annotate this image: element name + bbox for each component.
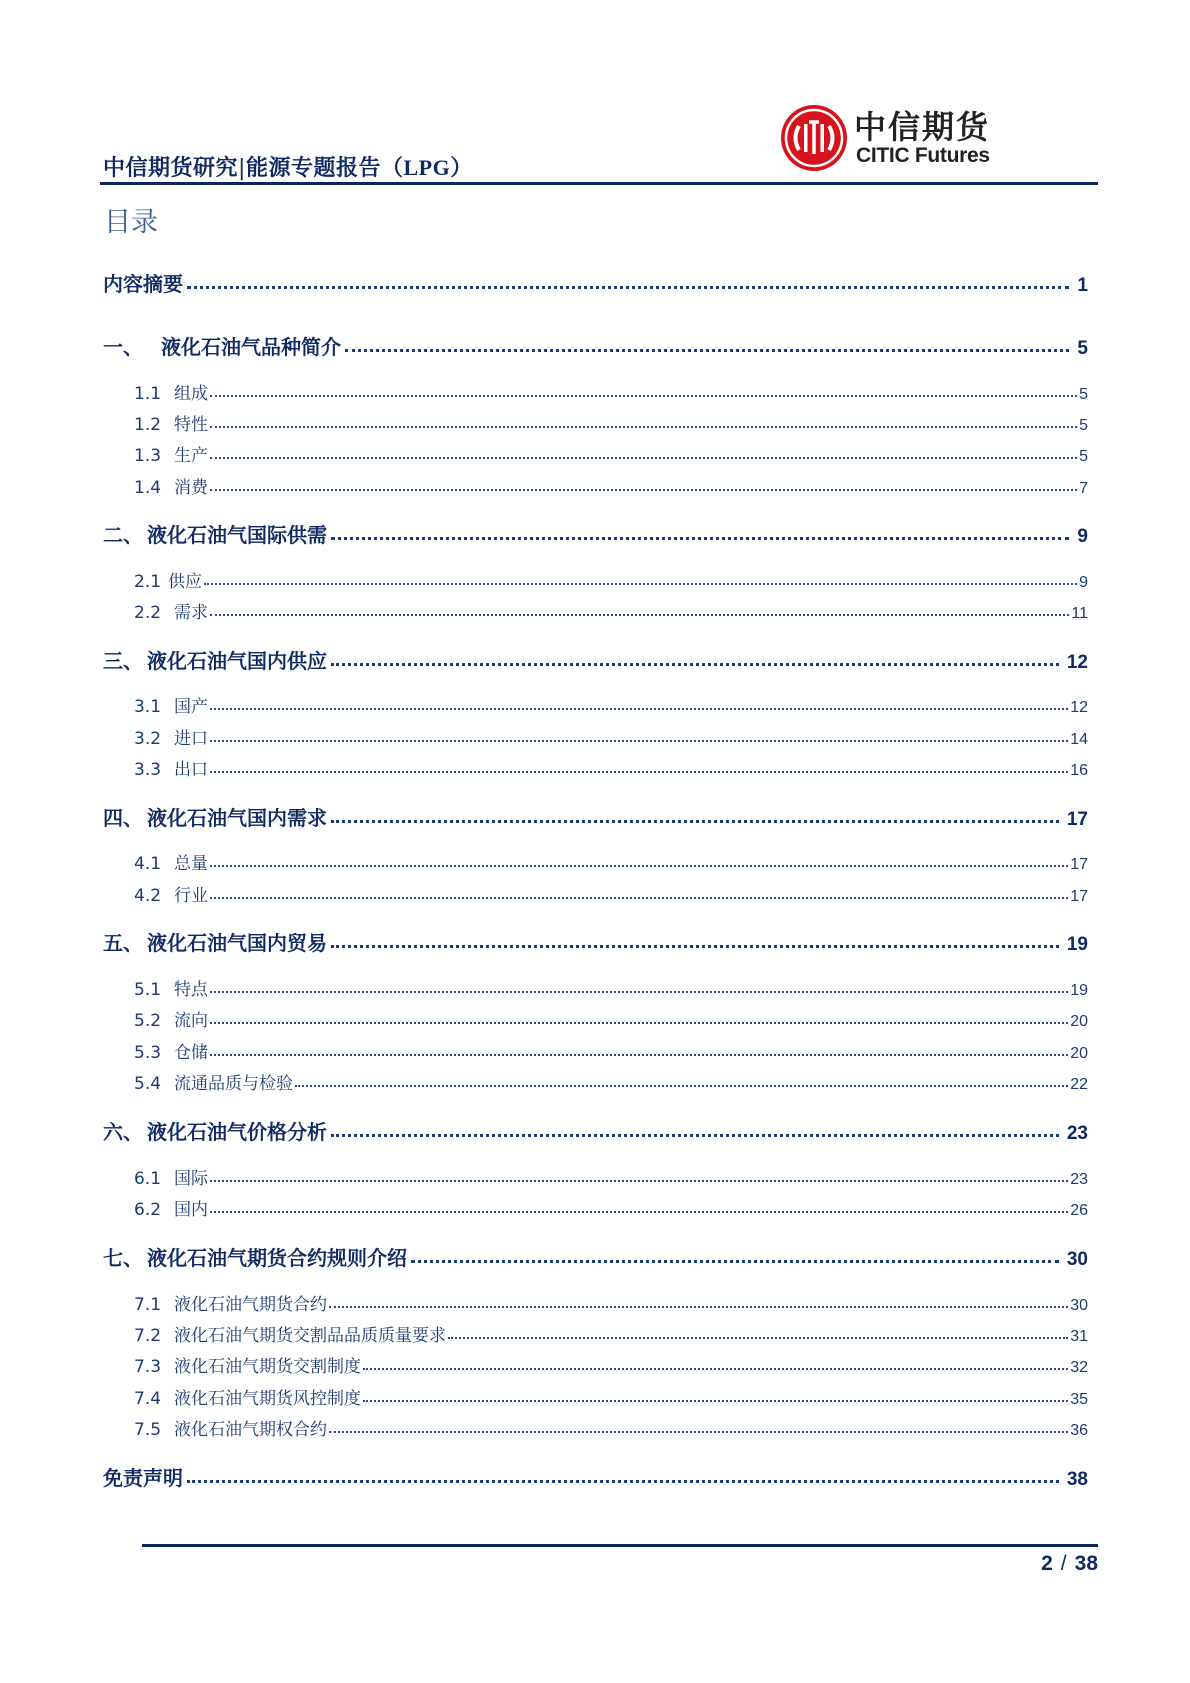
toc-entry-page: 36 [1070,1422,1088,1439]
toc-leader-dots [210,457,1077,459]
toc-leader-dots [331,820,1059,823]
toc-entry-page: 30 [1066,1249,1088,1270]
toc-entry-1-1[interactable] [134,379,1088,404]
toc-entry-section-6[interactable] [103,1116,1088,1145]
toc-entry-page: 23 [1070,1171,1088,1188]
header-product-code: LPG [403,155,451,180]
toc-entry-number: 二、 [103,523,143,547]
toc-entry-number: 3.1 [134,697,162,717]
toc-entry-6-2[interactable] [134,1195,1088,1220]
toc-leader-dots [210,1054,1068,1056]
toc-entry-number: 5.1 [134,980,162,1000]
toc-entry-7-3[interactable] [134,1352,1088,1377]
toc-entry-number: 2.2 [134,603,162,623]
toc-entry-section-5[interactable] [103,927,1088,956]
header-report-type: 能源专题报告（ [245,156,404,181]
toc-entry-label: 液化石油气期货交割品品质质量要求 [174,1326,446,1346]
toc-entry-2-2[interactable] [134,598,1088,623]
toc-entry-page: 19 [1070,982,1088,999]
toc-entry-number: 7.1 [134,1295,162,1315]
toc-entry-label: 液化石油气期货合约规则介绍 [147,1246,407,1270]
toc-entry-1-2[interactable] [134,410,1088,435]
toc-entry-page: 20 [1070,1013,1088,1030]
toc-entry-label: 液化石油气期权合约 [174,1420,327,1440]
page-separator: / [1060,1552,1067,1575]
toc-entry-label: 行业 [174,886,208,906]
toc-leader-dots [210,897,1068,899]
header-separator: | [238,156,246,181]
toc-entry-label: 液化石油气国际供需 [147,523,327,547]
toc-entry-page: 30 [1070,1297,1088,1314]
company-logo [780,104,1110,176]
toc-leader-dots [210,395,1077,397]
toc-entry-label: 特点 [174,980,208,1000]
page-number [1041,1552,1098,1576]
toc-title: 目录 [104,207,158,238]
toc-leader-dots [329,1306,1068,1308]
toc-leader-dots [210,1180,1068,1182]
citic-logo-icon [780,104,848,172]
toc-leader-dots [329,1431,1068,1433]
header-close-paren: ） [450,156,473,181]
toc-entry-label: 国产 [174,697,208,717]
toc-entry-label: 液化石油气品种简介 [161,335,341,359]
toc-entry-page: 7 [1079,480,1088,497]
toc-entry-page: 12 [1070,699,1088,716]
toc-entry-section-7[interactable] [103,1242,1088,1271]
toc-entry-label: 特性 [174,415,208,435]
toc-leader-dots [210,426,1077,428]
toc-leader-dots [331,945,1059,948]
toc-entry-number: 1.1 [134,384,162,404]
toc-entry-label: 组成 [174,384,208,404]
toc-leader-dots [448,1337,1068,1339]
toc-entry-number: 1.3 [134,446,162,466]
toc-entry-label: 进口 [174,729,208,749]
footer-divider [142,1544,1098,1547]
toc-leader-dots [210,991,1068,993]
toc-entry-number: 1.4 [134,478,162,498]
header-org: 中信期货研究 [103,156,239,181]
toc-entry-number: 五、 [103,931,143,955]
toc-entry-label: 液化石油气国内贸易 [147,931,327,955]
toc-entry-page: 19 [1066,934,1088,955]
toc-entry-summary[interactable] [103,268,1088,297]
toc-leader-dots [331,663,1059,666]
toc-entry-number: 5.4 [134,1074,162,1094]
toc-entry-3-3[interactable] [134,755,1088,780]
toc-entry-4-1[interactable] [134,849,1088,874]
toc-leader-dots [210,771,1068,773]
toc-leader-dots [331,1134,1059,1137]
toc-entry-page: 23 [1066,1123,1088,1144]
toc-entry-page: 5 [1077,338,1088,359]
toc-entry-label: 流向 [174,1011,208,1031]
toc-entry-5-4[interactable] [134,1069,1088,1094]
toc-entry-6-1[interactable] [134,1164,1088,1189]
toc-entry-page: 9 [1079,574,1088,591]
toc-entry-number: 2.1 [134,572,162,592]
toc-entry-3-2[interactable] [134,724,1088,749]
toc-entry-number: 六、 [103,1120,143,1144]
toc-leader-dots [210,489,1077,491]
toc-entry-label: 液化石油气期货合约 [174,1295,327,1315]
toc-entry-label: 需求 [174,603,208,623]
toc-entry-1-4[interactable] [134,473,1088,498]
toc-entry-label: 供应 [168,572,202,592]
toc-leader-dots [411,1260,1059,1263]
toc-entry-number: 七、 [103,1246,143,1270]
page-current: 2 [1041,1552,1053,1575]
toc-entry-7-2[interactable] [134,1321,1088,1346]
toc-entry-7-5[interactable] [134,1415,1088,1440]
toc-entry-number: 三、 [103,649,143,673]
toc-entry-page: 17 [1066,809,1088,830]
toc-entry-number: 5.2 [134,1011,162,1031]
toc-entry-label: 液化石油气国内需求 [147,806,327,830]
toc-leader-dots [363,1400,1068,1402]
toc-entry-page: 20 [1070,1045,1088,1062]
toc-entry-page: 12 [1066,652,1088,673]
toc-entry-page: 16 [1070,762,1088,779]
toc-entry-label: 免责声明 [103,1466,183,1490]
toc-leader-dots [210,865,1068,867]
toc-entry-page: 38 [1066,1469,1088,1490]
toc-leader-dots [210,1211,1068,1213]
toc-entry-page: 1 [1077,275,1088,296]
toc-entry-page: 26 [1070,1202,1088,1219]
toc-leader-dots [204,583,1077,585]
toc-entry-7-4[interactable] [134,1384,1088,1409]
toc-leader-dots [210,1022,1068,1024]
toc-entry-label: 内容摘要 [103,272,183,296]
toc-entry-number: 6.2 [134,1200,162,1220]
toc-leader-dots [363,1368,1068,1370]
logo-text-cn: 中信期货 [854,108,991,146]
toc-entry-page: 32 [1070,1359,1088,1376]
toc-entry-label: 生产 [174,446,208,466]
toc-entry-7-1[interactable] [134,1290,1088,1315]
toc-entry-label: 流通品质与检验 [174,1074,293,1094]
toc-entry-label: 液化石油气期货交割制度 [174,1357,361,1377]
toc-leader-dots [210,708,1068,710]
toc-entry-label: 液化石油气国内供应 [147,649,327,673]
toc-entry-page: 22 [1070,1076,1088,1093]
toc-leader-dots [187,286,1069,289]
toc-entry-section-2[interactable] [103,519,1088,548]
toc-leader-dots [331,537,1069,540]
toc-entry-page: 9 [1077,526,1088,547]
toc-entry-number: 7.3 [134,1357,162,1377]
page-total: 38 [1074,1552,1098,1575]
toc-entry-label: 消费 [174,478,208,498]
toc-entry-number: 7.2 [134,1326,162,1346]
toc-entry-number: 1.2 [134,415,162,435]
toc-entry-label: 液化石油气价格分析 [147,1120,327,1144]
toc-leader-dots [345,349,1069,352]
toc-entry-number: 6.1 [134,1169,162,1189]
toc-entry-page: 5 [1079,417,1088,434]
toc-entry-disclaimer[interactable] [103,1462,1088,1491]
toc-entry-page: 35 [1070,1391,1088,1408]
toc-entry-3-1[interactable] [134,692,1088,717]
toc-leader-dots [187,1480,1059,1483]
toc-entry-number: 四、 [103,806,143,830]
toc-entry-number: 3.3 [134,760,162,780]
toc-entry-label: 出口 [174,760,208,780]
toc-entry-page: 31 [1070,1328,1088,1345]
toc-entry-number: 5.3 [134,1043,162,1063]
toc-entry-2-1[interactable] [134,567,1088,592]
report-header-title [103,151,473,182]
toc-entry-page: 17 [1070,856,1088,873]
toc-entry-1-3[interactable] [134,441,1088,466]
toc-entry-page: 14 [1070,731,1088,748]
toc-entry-number: 3.2 [134,729,162,749]
toc-leader-dots [295,1085,1068,1087]
toc-entry-number: 一、 [103,335,143,359]
toc-entry-label: 仓储 [174,1043,208,1063]
toc-entry-label: 国际 [174,1169,208,1189]
toc-entry-page: 5 [1079,448,1088,465]
logo-text-en: CITIC Futures [856,144,990,167]
header-divider [100,182,1098,185]
toc-entry-number: 4.1 [134,854,162,874]
toc-entry-4-2[interactable] [134,881,1088,906]
toc-entry-label: 国内 [174,1200,208,1220]
toc-entry-5-2[interactable] [134,1006,1088,1031]
toc-entry-section-4[interactable] [103,802,1088,831]
toc-entry-label: 液化石油气期货风控制度 [174,1389,361,1409]
toc-leader-dots [210,614,1069,616]
toc-entry-section-3[interactable] [103,645,1088,674]
toc-entry-5-3[interactable] [134,1038,1088,1063]
toc-entry-section-1[interactable] [103,331,1088,360]
toc-entry-page: 17 [1070,888,1088,905]
toc-entry-number: 7.4 [134,1389,162,1409]
toc-entry-page: 5 [1079,386,1088,403]
toc-entry-number: 4.2 [134,886,162,906]
toc-entry-label: 总量 [174,854,208,874]
toc-entry-5-1[interactable] [134,975,1088,1000]
toc-entry-page: 11 [1071,605,1088,622]
toc-entry-number: 7.5 [134,1420,162,1440]
toc-leader-dots [210,740,1068,742]
